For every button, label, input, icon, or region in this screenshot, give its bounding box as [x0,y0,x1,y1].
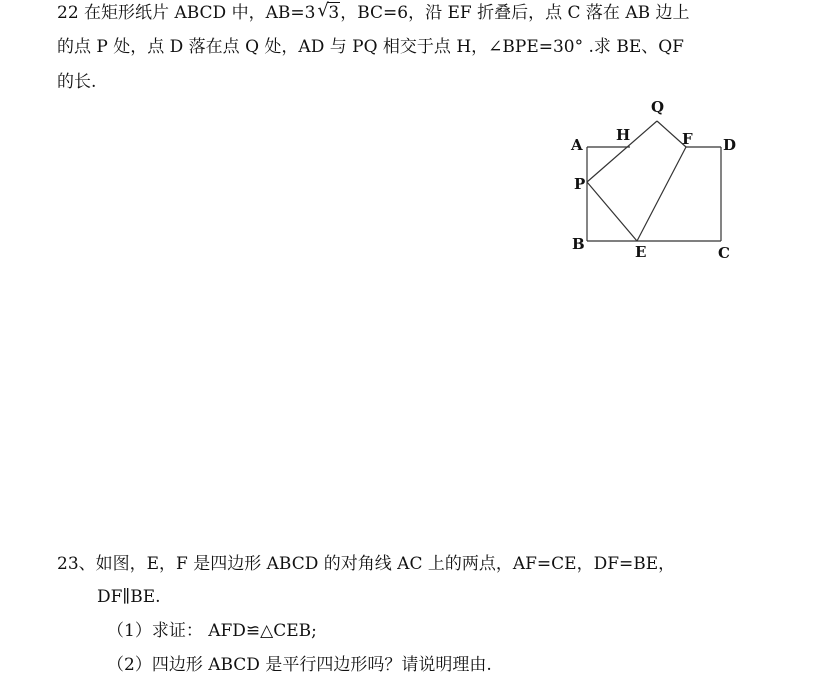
label-B: B [572,235,585,253]
q22-line1-pre: 22 在矩形纸片 ABCD 中，AB=3 [57,3,316,23]
sqrt-expression [317,2,340,24]
q22-text-line-3: 的长. [57,72,97,92]
label-E: E [635,243,647,261]
label-C: C [718,244,730,262]
q23-text-line-1: 23、如图，E，F 是四边形 ABCD 的对角线 AC 上的两点，AF=CE，DF=BE， [57,554,676,574]
radical-sign: √ [317,0,329,21]
label-H: H [616,126,631,144]
q22-text-line-1 [57,2,690,24]
q23-part-2: （2）四边形 ABCD 是平行四边形吗？请说明理由. [107,655,492,675]
label-A: A [571,136,583,154]
q23-text-line-2: DF∥BE. [97,587,161,607]
geometry-figure [560,92,750,272]
sqrt-radicand: 3 [328,3,340,23]
q22-line1-post: ，BC=6，沿 EF 折叠后，点 C 落在 AB 边上 [340,3,690,23]
q22-text-line-2: 的点 P 处，点 D 落在点 Q 处，AD 与 PQ 相交于点 H，∠BPE=30° .求 BE、QF [57,37,684,57]
segment-FE [637,147,686,241]
label-Q: Q [651,98,665,116]
segment-PE [587,182,637,241]
label-D: D [723,136,737,154]
q23-part-1: （1）求证： AFD≌△CEB; [107,621,317,641]
label-P: P [574,175,586,193]
label-F: F [682,130,693,148]
